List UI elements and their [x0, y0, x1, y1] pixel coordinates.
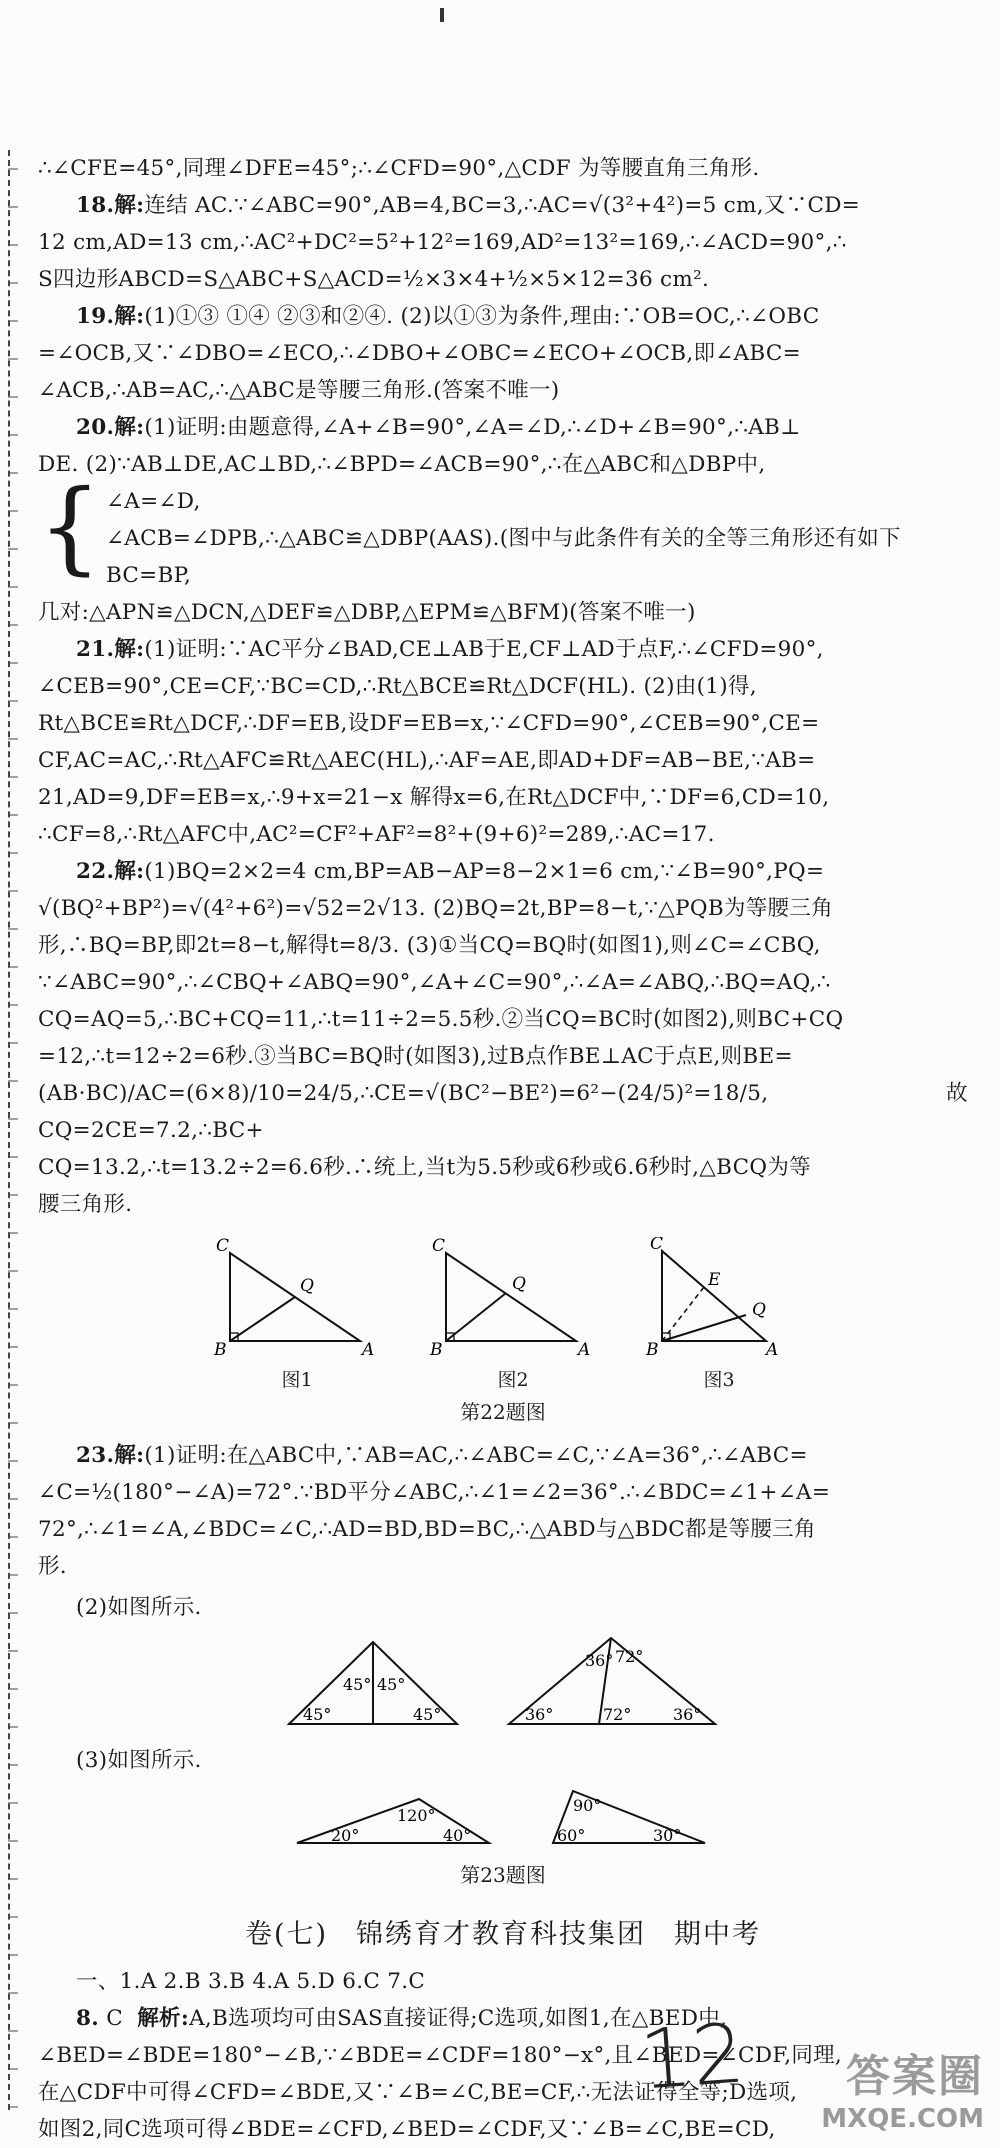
angle-label: 72°	[603, 1705, 632, 1724]
section-org: 锦绣育才教育科技集团	[356, 1919, 647, 1950]
segment-bq	[230, 1297, 295, 1341]
q20-cond2: ∠ACB=∠DPB,∴△ABC≌△DBP(AAS).(图中与此条件有关的全等三角形还有如下	[105, 526, 901, 551]
q21-line3: Rt△BCE≌Rt△DCF,∴DF=EB,设DF=EB=x,∵∠CFD=90°,∠CEB=90°,CE=	[38, 711, 820, 736]
angle-label: 36°	[673, 1705, 702, 1724]
q20-line2: DE. (2)∵AB⊥DE,AC⊥BD,∴∠BPD=∠ACB=90°,∴在△ABC和△DBP中,	[38, 452, 766, 477]
q21-line4: CF,AC=AC,∴Rt△AFC≌Rt△AEC(HL),∴AF=AE,即AD+DF=AB−BE,∵AB=	[38, 748, 816, 773]
fig22-3-drawing	[644, 1237, 794, 1361]
q18-line2: 12 cm,AD=13 cm,∴AC²+DC²=5²+12²=169,AD²=13²=169,∴∠ACD=90°,∴	[38, 230, 847, 255]
angle-label: 36°	[525, 1705, 554, 1724]
q22-line6: =12,∴t=12÷2=6秒.③当BC=BQ时(如图3),过B点作BE⊥AC于点E,则BE=	[38, 1044, 793, 1069]
fig23-2a	[283, 1632, 463, 1736]
q19: 19.解:(1)①③ ①④ ②③和②④. (2)以①③为条件,理由:∵OB=OC,∴∠OBC	[76, 304, 820, 329]
angle-label: 45°	[377, 1675, 406, 1694]
q18-line3: S四边形ABCD=S△ABC+S△ACD=½×3×4+½×5×12=36 cm².	[38, 267, 710, 292]
fig23-part2-row	[38, 1632, 968, 1736]
q22-line5: CQ=AQ=5,∴BC+CQ=11,∴t=11÷2=5.5秒.②当CQ=BC时(如图2),则BC+CQ	[38, 1007, 844, 1032]
q22-line9: 腰三角形.	[38, 1192, 133, 1217]
label-c: C	[650, 1237, 664, 1254]
q19-line3: ∠ACB,∴AB=AC,∴△ABC是等腰三角形.(答案不唯一)	[38, 378, 560, 403]
fig22-3	[644, 1237, 794, 1392]
fig22-1-drawing	[212, 1237, 382, 1361]
line-prev: ∴∠CFE=45°,同理∠DFE=45°;∴∠CFD=90°,△CDF 为等腰直角三角形.	[38, 156, 760, 181]
label-c: C	[216, 1237, 230, 1256]
q22: 22.解:(1)BQ=2×2=4 cm,BP=AB−AP=8−2×1=6 cm,∵∠B=90°,PQ=	[76, 859, 825, 884]
fig22-2-caption: 图2	[497, 1369, 529, 1391]
angle-label: 90°	[573, 1796, 602, 1815]
q21-line5: 21,AD=9,DF=EB=x,∴9+x=21−x 解得x=6,在Rt△DCF中,∵DF=6,CD=10,	[38, 785, 830, 810]
label-a: A	[766, 1340, 779, 1360]
label-q: Q	[300, 1276, 314, 1296]
q8-line4: 如图2,同C选项可得∠BDE=∠CFD,∠BED=∠CDF,又∵∠B=∠C,BE=CD,	[38, 2117, 776, 2142]
section-title	[38, 1912, 968, 1951]
q8-line3: 在△CDF中可得∠CFD=∠BDE,又∵∠B=∠C,BE=CF,∴无法证得全等;D选项,	[38, 2080, 798, 2105]
mc-answers: 一、1.A 2.B 3.B 4.A 5.D 6.C 7.C	[76, 1969, 426, 1994]
q22-line4: ∵∠ABC=90°,∴∠CBQ+∠ABQ=90°,∠A+∠C=90°,∴∠A=∠ABQ,∴BQ=AQ,∴	[38, 970, 831, 995]
segment-bq	[446, 1293, 506, 1341]
label-a: A	[362, 1340, 375, 1360]
q23-line3: 72°,∴∠1=∠A,∠BDC=∠C,∴AD=BD,BD=BC,∴△ABD与△BDC都是等腰三角	[38, 1517, 816, 1542]
angle-label: 60°	[557, 1826, 586, 1845]
angle-label: 36°	[585, 1651, 614, 1670]
q23-part2: (2)如图所示.	[76, 1595, 202, 1620]
label-e: E	[708, 1270, 721, 1290]
angle-label: 45°	[343, 1675, 372, 1694]
section-exam: 期中考	[674, 1919, 762, 1950]
fig22-title: 第22题图	[460, 1400, 546, 1424]
answer-page	[38, 150, 968, 2148]
triangle	[446, 1253, 576, 1341]
q20-cond1: ∠A=∠D,	[105, 489, 201, 514]
label-b: B	[430, 1340, 443, 1360]
segment-bq	[662, 1315, 746, 1341]
q21-line6: ∴CF=8,∴Rt△AFC中,AC²=CF²+AF²=8²+(9+6)²=289,∴AC=17.	[38, 822, 715, 847]
q23-line2: ∠C=½(180°−∠A)=72°.∵BD平分∠ABC,∴∠1=∠2=36°.∴∠BDC=∠1+∠A=	[38, 1480, 831, 1505]
q23: 23.解:(1)证明:在△ABC中,∵AB=AC,∴∠ABC=∠C,∵∠A=36°,∴∠ABC=	[76, 1443, 808, 1468]
fig22-row	[38, 1237, 968, 1392]
fig22-1	[212, 1237, 382, 1392]
fig23-title: 第23题图	[460, 1863, 546, 1887]
top-mark	[440, 8, 444, 22]
section-vol: 卷(七)	[244, 1919, 329, 1950]
label-b: B	[214, 1340, 227, 1360]
fig23-part3-row	[38, 1785, 968, 1855]
fig22-2	[428, 1237, 598, 1392]
q20-cond3: BC=BP,	[105, 563, 192, 588]
fig22-2-drawing	[428, 1237, 598, 1361]
label-c: C	[432, 1237, 446, 1256]
label-q: Q	[512, 1274, 526, 1294]
q20-line6: 几对:△APN≌△DCN,△DEF≌△DBP,△EPM≌△BFM)(答案不唯一)	[38, 600, 696, 625]
label-a: A	[578, 1340, 591, 1360]
q8-line2: ∠BED=∠BDE=180°−∠B,∵∠BDE=∠CDF=180°−x°,且∠BED=∠CDF,同理,	[38, 2043, 843, 2068]
angle-label: 72°	[615, 1647, 644, 1666]
q22-line2: √(BQ²+BP²)=√(4²+6²)=√52=2√13. (2)BQ=2t,BP=8−t,∵△PQB为等腰三角	[38, 896, 833, 921]
q20: 20.解:(1)证明:由题意得,∠A+∠B=90°,∠A=∠D,∴∠D+∠B=90°,∴AB⊥	[76, 415, 801, 440]
brace: {	[38, 468, 102, 585]
angle-label: 45°	[413, 1705, 442, 1724]
q8: 8. C 解析:A,B选项均可由SAS直接证得;C选项,如图1,在△BED中,	[76, 2006, 728, 2031]
angle-label: 20°	[331, 1826, 360, 1845]
triangle	[662, 1251, 766, 1341]
angle-label: 30°	[653, 1826, 682, 1845]
angle-label: 40°	[443, 1826, 472, 1845]
fig23-3b	[543, 1785, 713, 1855]
watermark-logo: 答案圈 MXQE.COM	[821, 2051, 984, 2134]
binding-margin	[8, 150, 24, 2110]
q21-line2: ∠CEB=90°,CE=CF,∵BC=CD,∴Rt△BCE≌Rt△DCF(HL). (2)由(1)得,	[38, 674, 757, 699]
handwritten-page-number: 12	[636, 2006, 748, 2109]
q23-part3: (3)如图所示.	[76, 1748, 202, 1773]
q20-system	[38, 468, 968, 594]
fig22-1-caption: 图1	[281, 1369, 313, 1391]
q22-line3: 形,∴BQ=BP,即2t=8−t,解得t=8/3. (3)①当CQ=BQ时(如图1),则∠C=∠CBQ,	[38, 933, 821, 958]
q21: 21.解:(1)证明:∵AC平分∠BAD,CE⊥AB于E,CF⊥AD于点F,∴∠CFD=90°,	[76, 637, 824, 662]
q23-line4: 形.	[38, 1554, 67, 1579]
angle-label: 120°	[397, 1806, 436, 1825]
q22-line8: CQ=13.2,∴t=13.2÷2=6.6秒.∴统上,当t为5.5秒或6秒或6.6秒时,△BCQ为等	[38, 1155, 811, 1180]
label-q: Q	[752, 1300, 766, 1320]
fig23-2b	[503, 1632, 723, 1736]
fig22-3-caption: 图3	[703, 1369, 735, 1391]
q19-line2: =∠OCB,又∵∠DBO=∠ECO,∴∠DBO+∠OBC=∠ECO+∠OCB,即∠ABC=	[38, 341, 801, 366]
label-b: B	[646, 1340, 659, 1360]
q22-line7: (AB·BC)/AC=(6×8)/10=24/5,∴CE=√(BC²−BE²)=6²−(24/5)²=18/5,故CQ=2CE=7.2,∴BC+	[38, 1081, 968, 1143]
fig23-3a	[293, 1785, 493, 1855]
q18: 18.解:连结 AC.∵∠ABC=90°,AB=4,BC=3,∴AC=√(3²+4²)=5 cm,又∵CD=	[76, 193, 861, 218]
angle-label: 45°	[303, 1705, 332, 1724]
